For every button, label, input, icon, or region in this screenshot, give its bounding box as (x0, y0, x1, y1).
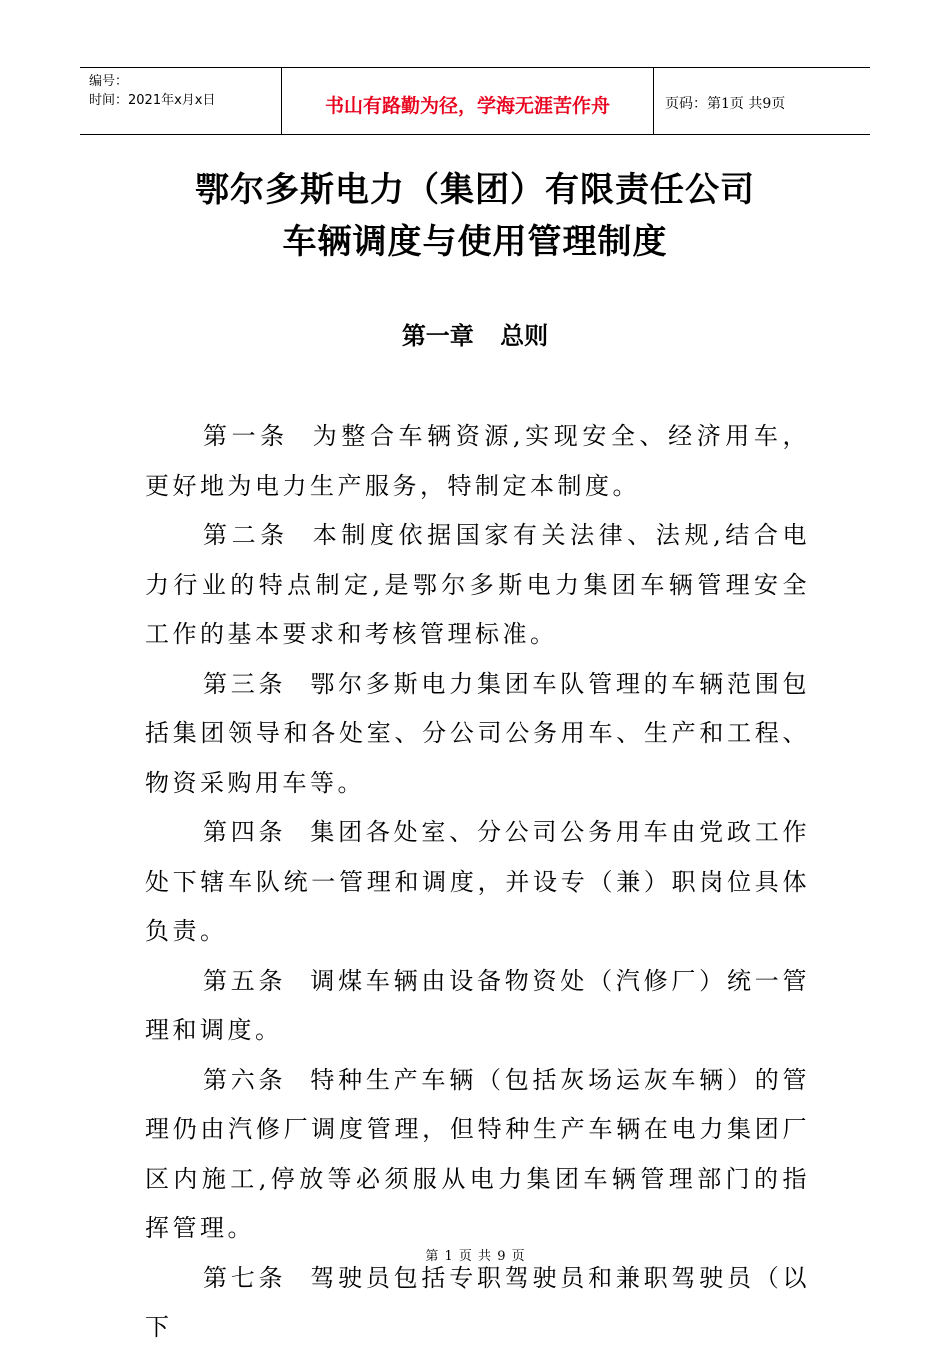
article (145, 511, 810, 660)
article-number: 第四条 (203, 818, 287, 846)
header-motto (281, 68, 654, 134)
article-text: 特种生产车辆（包括灰场运灰车辆）的管理仍由汽修厂调度管理，但特种生产车辆在电力集团厂区内施工,停放等必须服从电力集团车辆管理部门的指挥管理。 (145, 1065, 811, 1242)
article-text: 鄂尔多斯电力集团车队管理的车辆范围包括集团领导和各处室、分公司公务用车、生产和工程、物资采购用车等。 (145, 669, 811, 797)
header-page-info: 页码：第1页 共9页 (665, 96, 786, 112)
article (145, 412, 810, 511)
article-text: 驾驶员包括专职驾驶员和兼职驾驶员（以下 (145, 1263, 811, 1341)
article-number: 第二条 (203, 521, 289, 549)
document-title-line2: 车辆调度与使用管理制度 (282, 222, 668, 262)
article-number: 第一条 (203, 422, 289, 450)
document-title-line1: 鄂尔多斯电力（集团）有限责任公司 (195, 170, 755, 210)
article-number: 第五条 (203, 966, 287, 995)
document-header (80, 67, 870, 135)
article-number: 第三条 (203, 669, 287, 698)
document-body (145, 412, 810, 1353)
article-text: 调煤车辆由设备物资处（汽修厂）统一管理和调度。 (145, 966, 811, 1044)
article (145, 808, 810, 957)
header-meta (80, 68, 281, 134)
article-text: 本制度依据国家有关法律、法规,结合电力行业的特点制定,是鄂尔多斯电力集团车辆管理安全工作的基本要求和考核管理标准。 (145, 521, 810, 648)
article (145, 1056, 810, 1254)
article-number: 第六条 (203, 1065, 287, 1094)
chapter-heading: 第一章 总则 (401, 322, 549, 350)
page-footer: 第 1 页 共 9 页 (425, 1249, 525, 1264)
article (145, 660, 810, 809)
motto-text: 书山有路勤为径，学海无涯苦作舟 (324, 94, 610, 117)
article (145, 1254, 810, 1353)
article (145, 957, 810, 1056)
document-number: 编号： (89, 74, 129, 89)
article-number: 第七条 (203, 1263, 287, 1292)
article-text: 集团各处室、分公司公务用车由党政工作处下辖车队统一管理和调度，并设专（兼）职岗位具体负责。 (145, 818, 811, 945)
article-text: 为整合车辆资源,实现安全、经济用车，更好地为电力生产服务，特制定本制度。 (145, 422, 810, 500)
document-time: 时间：2021年x月x日 (89, 93, 216, 108)
